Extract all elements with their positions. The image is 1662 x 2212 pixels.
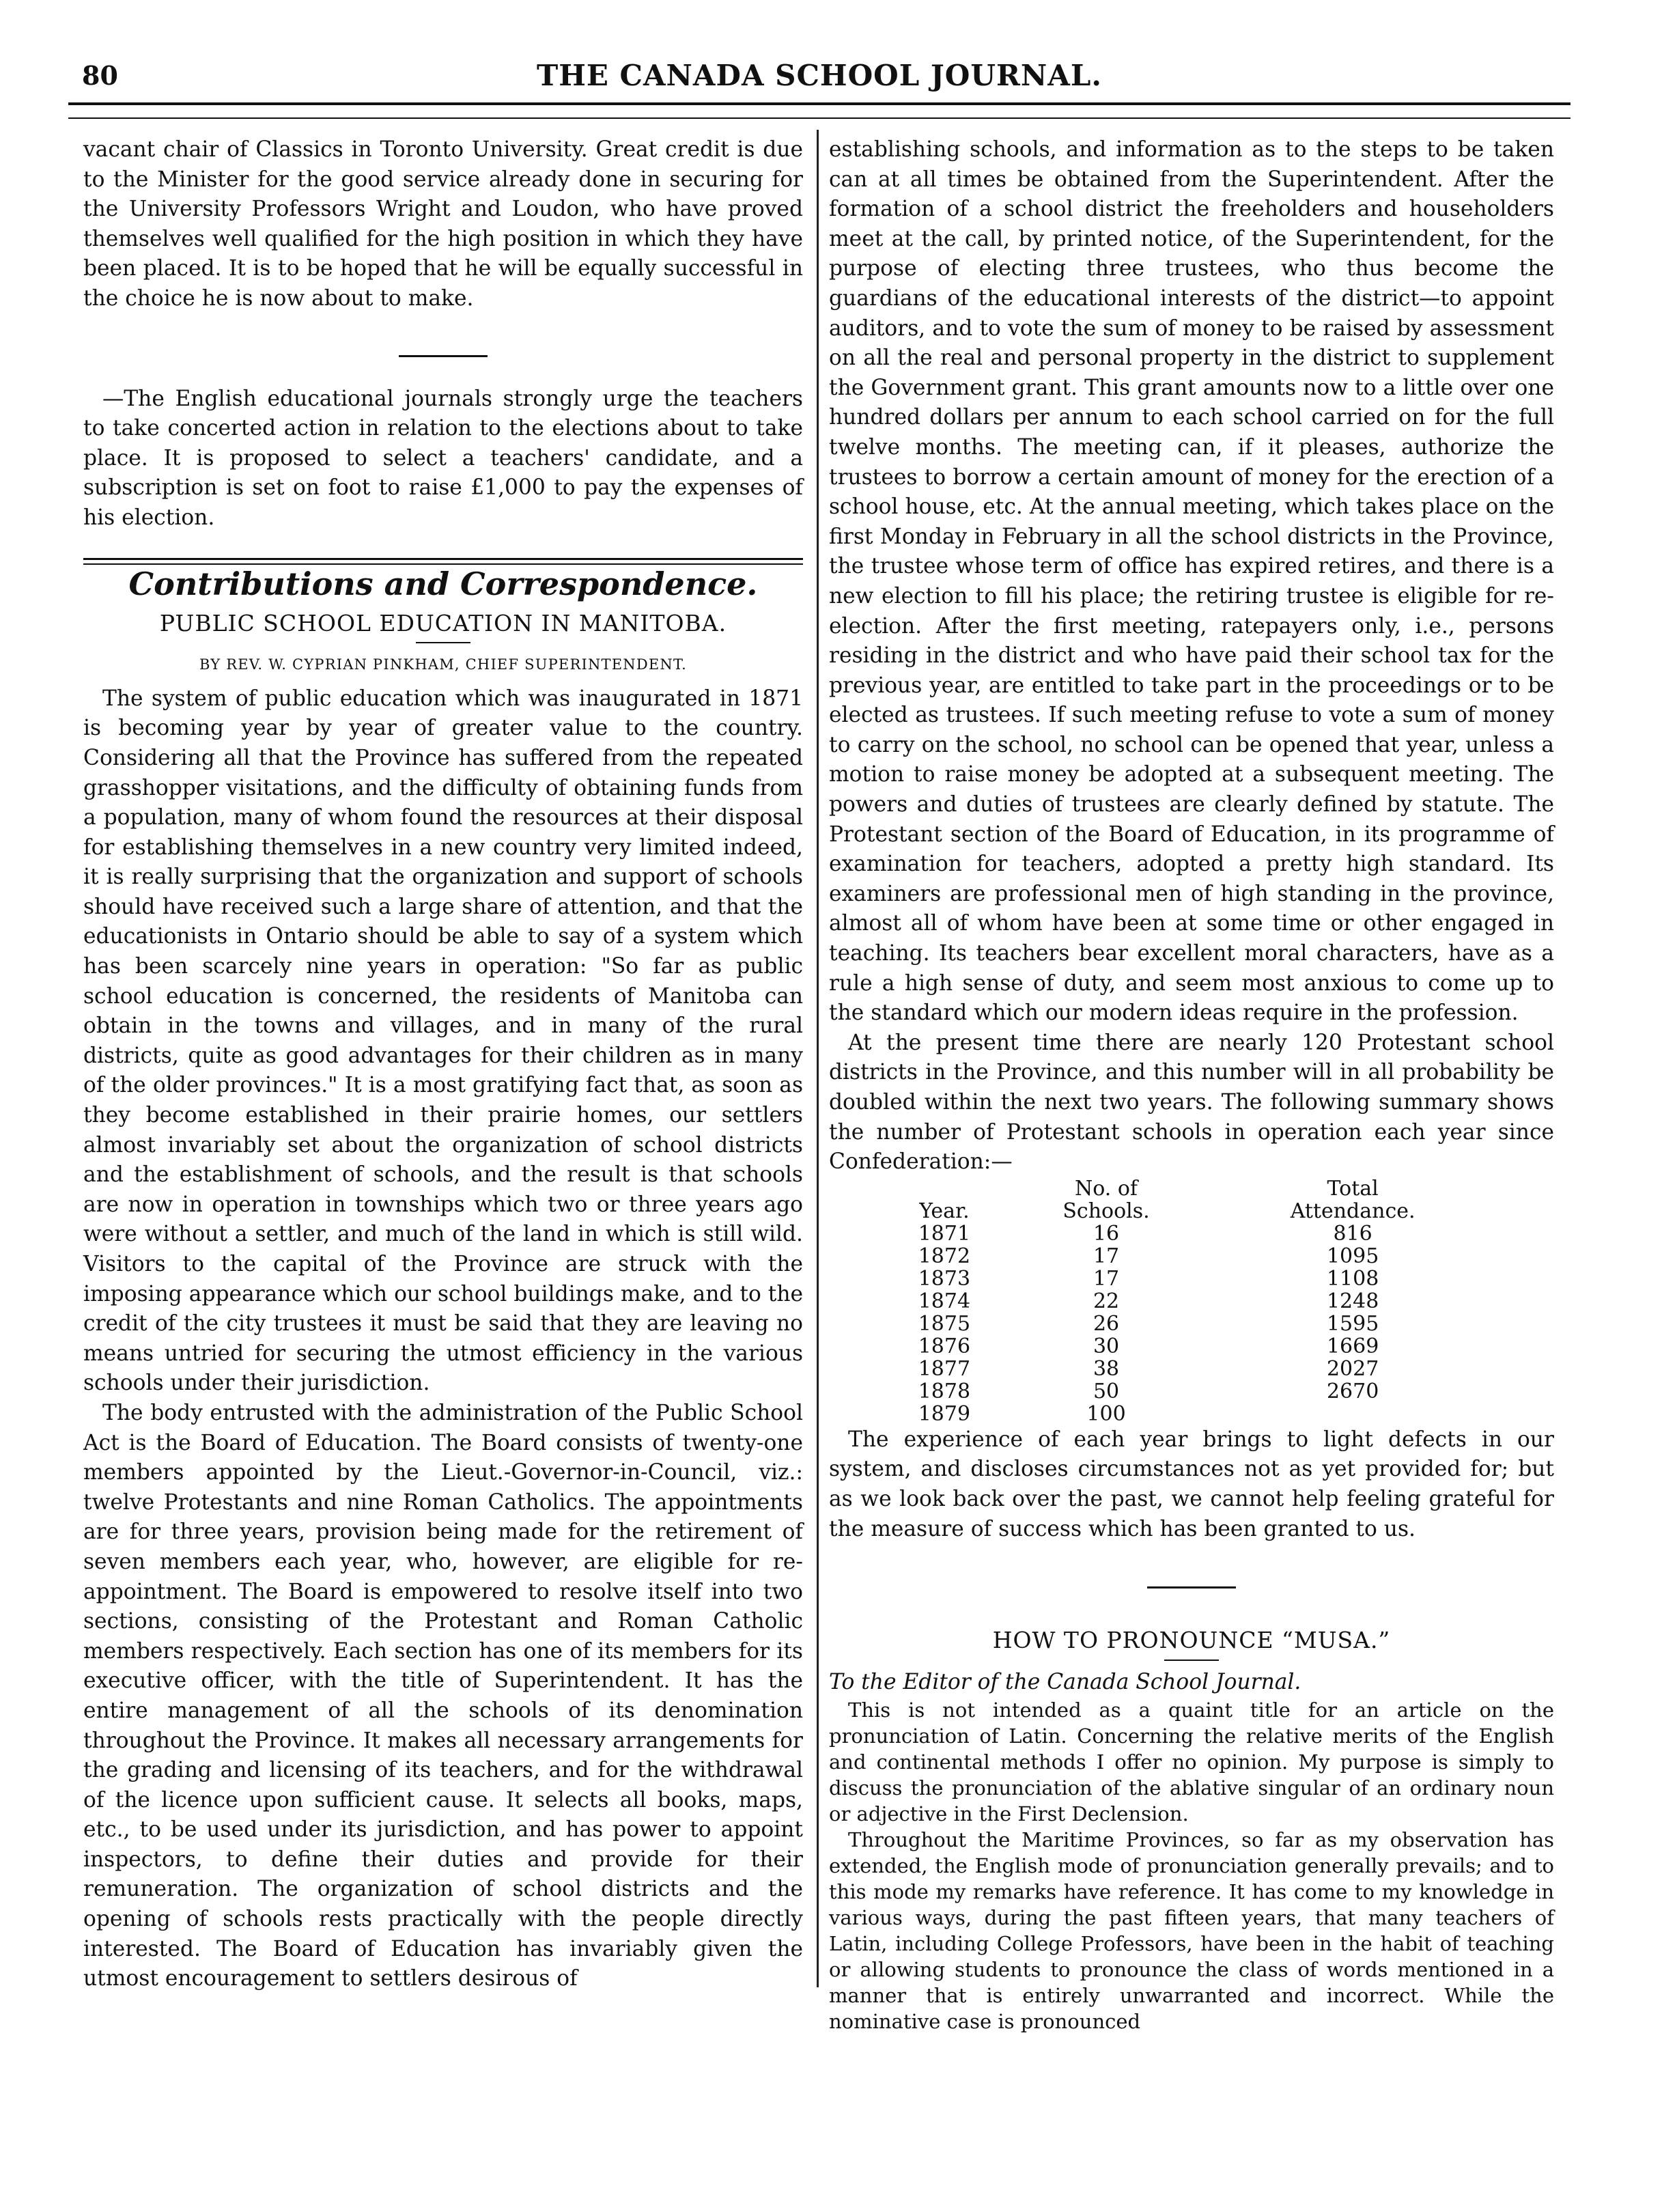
paragraph-system-of-education: The system of public education which was inaugurated in 1871 is becoming year by year of greater value to the country. Considering all that the Province has suffered from the repeated grasshopper visitations, and the difficulty of obtaining funds from a population, many of whom found the resources at their disposal for establishing themselves in a new country very limited indeed, it is really surprising that the organization and support of schools should have received such a large share of attention, and that the educationists in Ontario should be able to say of a system which has been scarcely nine years in operation: "So far as public school education is concerned, the residents of Manitoba can obtain in the towns and villages, and in many of the rural districts, quite as good advantages for their children as in many of the older provinces." It is a most gratifying fact that, as soon as they become established in their prairie homes, our settlers almost invariably set about the organization of school districts and the establishment of schools, and the result is that schools are now in operation in townships which two or three years ago were without a settler, and much of the land in which is still wild. Visitors to the capital of the Province are struck with the imposing appearance which our school buildings make, and to the credit of the city trustees it must be said that they are leaving no means untried for securing the utmost efficiency in the various schools under their jurisdiction. [83, 686, 803, 1396]
table-cell [1207, 1403, 1498, 1425]
header-rule-thick [68, 102, 1571, 105]
table-cell: 38 [1093, 1356, 1120, 1381]
table-header-cell [884, 1177, 1005, 1200]
table-row [884, 1403, 1498, 1425]
page-header [68, 53, 1571, 101]
table-cell: 1871 [918, 1221, 971, 1246]
paragraph-experience: The experience of each year brings to light defects in our system, and discloses circumstances not as yet provided for; but as we look back over the past, we cannot help feeling grateful for the measure of success which has been granted to us. [829, 1427, 1554, 1541]
table-cell: 50 [1093, 1379, 1120, 1403]
table-header-cell: Year. [919, 1199, 970, 1223]
table-row [884, 1313, 1498, 1335]
table-row [884, 1222, 1498, 1245]
editor-salutation: To the Editor of the Canada School Journal. [829, 1669, 1301, 1694]
table-header-row-top [884, 1177, 1498, 1200]
table-cell: 1873 [918, 1266, 971, 1291]
musa-article-title: HOW TO PRONOUNCE “MUSA.” [992, 1627, 1391, 1654]
table-header-row-bottom [884, 1200, 1498, 1222]
column-divider [817, 130, 819, 1987]
table-row [884, 1245, 1498, 1268]
paragraph-english-journals: —The English educational journals strongly urge the teachers to take concerted action in relation to the elections about to take place. It is proposed to select a teachers' candidate, and a subscription is set on foot to raise £1,000 to pay the expenses of his election. [83, 386, 803, 530]
paragraph-establishing-schools: establishing schools, and information as to the steps to be taken can at all times be obtained from the Superintendent. After the formation of a school district the freeholders and householders meet at the call, by printed notice, of the Superintendent, for the purpose of electing three trustees, who thus become the guardians of the educational interests of the district—to appoint auditors, and to vote the sum of money to be raised by assessment on all the real and personal property in the district to supplement the Government grant. This grant amounts now to a little over one hundred dollars per annum to each school carried on for the full twelve months. The meeting can, if it pleases, authorize the trustees to borrow a certain amount of money for the erection of a school house, etc. At the annual meeting, which takes place on the first Monday in February in all the school districts in the Province, the trustee whose term of office has expired retires, and there is a new election to fill his place; the retiring trustee is eligible for re-election. After the first meeting, ratepayers only, i.e., persons residing in the district and who have paid their school tax for the previous year, are entitled to take part in the proceedings or to be elected as trustees. If such meeting refuse to vote a sum of money to carry on the school, no school can be opened that year, unless a motion to raise money be adopted at a subsequent meeting. The powers and duties of trustees are clearly defined by statute. The Protestant section of the Board of Education, in its programme of examination for teachers, adopted a pretty high standard. Its examiners are professional men of high standing in the province, almost all of whom have been at some time or other engaged in teaching. Its teachers bear excellent moral characters, have as a rule a high sense of duty, and seem most anxious to come up to the standard which our modern ideas require in the profession. [829, 137, 1554, 1026]
paragraph-quaint-title: This is not intended as a quaint title for an article on the pronunciation of Latin. Concerning the relative merits of the English and continental methods I offer no opinion. My purpose is simply to discuss the pronunciation of the ablative singular of an ordinary noun or adjective in the First Declension. [829, 1698, 1554, 1826]
running-title: THE CANADA SCHOOL JOURNAL. [536, 59, 1103, 92]
page-number: 80 [82, 60, 118, 91]
table-cell: 1879 [918, 1401, 971, 1426]
table-cell: 1877 [918, 1356, 971, 1381]
left-column [83, 135, 803, 1994]
table-row [884, 1290, 1498, 1313]
table-cell: 17 [1093, 1266, 1120, 1291]
table-cell: 26 [1093, 1311, 1120, 1336]
table-header-cell: Attendance. [1290, 1199, 1415, 1223]
table-row [884, 1335, 1498, 1358]
table-cell: 1248 [1326, 1289, 1379, 1313]
table-cell: 1874 [918, 1289, 971, 1313]
table-cell: 1095 [1326, 1244, 1379, 1268]
table-cell: 1595 [1326, 1311, 1379, 1336]
table-cell: 30 [1093, 1334, 1120, 1358]
paragraph-maritime: Throughout the Maritime Provinces, so far as my observation has extended, the English mode of pronunciation generally prevails; and to this mode my remarks have reference. It has come to my knowledge in various ways, during the past fifteen years, that many teachers of Latin, including College Professors, have been in the habit of teaching or allowing students to pronounce the class of words mentioned in a manner that is entirely unwarranted and incorrect. While the nominative case is pronounced [829, 1828, 1554, 2034]
table-cell: 2027 [1326, 1356, 1379, 1381]
table-cell: 1875 [918, 1311, 971, 1336]
table-row [884, 1268, 1498, 1290]
table-row [884, 1380, 1498, 1403]
paragraph-classics-chair: vacant chair of Classics in Toronto University. Great credit is due to the Minister for the good service already done in securing for the University Professors Wright and Loudon, who have proved themselves well qualified for the high position in which they have been placed. It is to be hoped that he will be equally successful in the choice he is now about to make. [83, 137, 803, 311]
paragraph-board-of-education: The body entrusted with the administration of the Public School Act is the Board of Education. The Board consists of twenty-one members appointed by the Lieut.-Governor-in-Council, viz.: twelve Protestants and nine Roman Catholics. The appointments are for three years, provision being made for the retirement of seven members each year, who, however, are eligible for re-appointment. The Board is empowered to resolve itself into two sections, consisting of the Protestant and Roman Catholic members respectively. Each section has one of its members for its executive officer, with the title of Superintendent. It has the entire management of all the schools of its denomination throughout the Province. It makes all necessary arrangements for the grading and licensing of its teachers, and for the withdrawal of the licence upon sufficient cause. It selects all books, maps, etc., to be used under its jurisdiction, and has power to appoint inspectors, to define their duties and provide for their remuneration. The organization of school districts and the opening of schools rests practically with the people directly interested. The Board of Education has invariably given the utmost encouragement to settlers desirous of [83, 1400, 803, 1991]
table-cell: 1878 [918, 1379, 971, 1403]
table-cell: 22 [1093, 1289, 1120, 1313]
article-byline: BY REV. W. CYPRIAN PINKHAM, CHIEF SUPERINTENDENT. [199, 656, 687, 673]
table-cell: 2670 [1326, 1379, 1379, 1403]
table-header-cell: Schools. [1062, 1199, 1150, 1223]
table-cell: 17 [1093, 1244, 1120, 1268]
section-double-rule [83, 558, 803, 565]
header-rule-thin [68, 117, 1571, 119]
right-column [829, 135, 1554, 2034]
table-cell: 1669 [1326, 1334, 1379, 1358]
table-cell: 16 [1093, 1221, 1120, 1246]
paragraph-present-time: At the present time there are nearly 120 Protestant school districts in the Province, and this number will in all probability be doubled within the next two years. The following summary shows the number of Protestant schools in operation each year since Confederation:— [829, 1030, 1554, 1175]
table-header-cell: Total [1327, 1176, 1379, 1201]
section-heading: Contributions and Correspondence. [128, 565, 758, 602]
table-cell: 100 [1086, 1401, 1126, 1426]
table-header-cell: No. of [1075, 1176, 1138, 1201]
table-cell: 816 [1333, 1221, 1372, 1246]
table-cell: 1872 [918, 1244, 971, 1268]
schools-summary-table [884, 1177, 1498, 1425]
table-cell: 1108 [1326, 1266, 1379, 1291]
table-row [884, 1358, 1498, 1380]
article-title: PUBLIC SCHOOL EDUCATION IN MANITOBA. [159, 609, 727, 636]
table-cell: 1876 [918, 1334, 971, 1358]
